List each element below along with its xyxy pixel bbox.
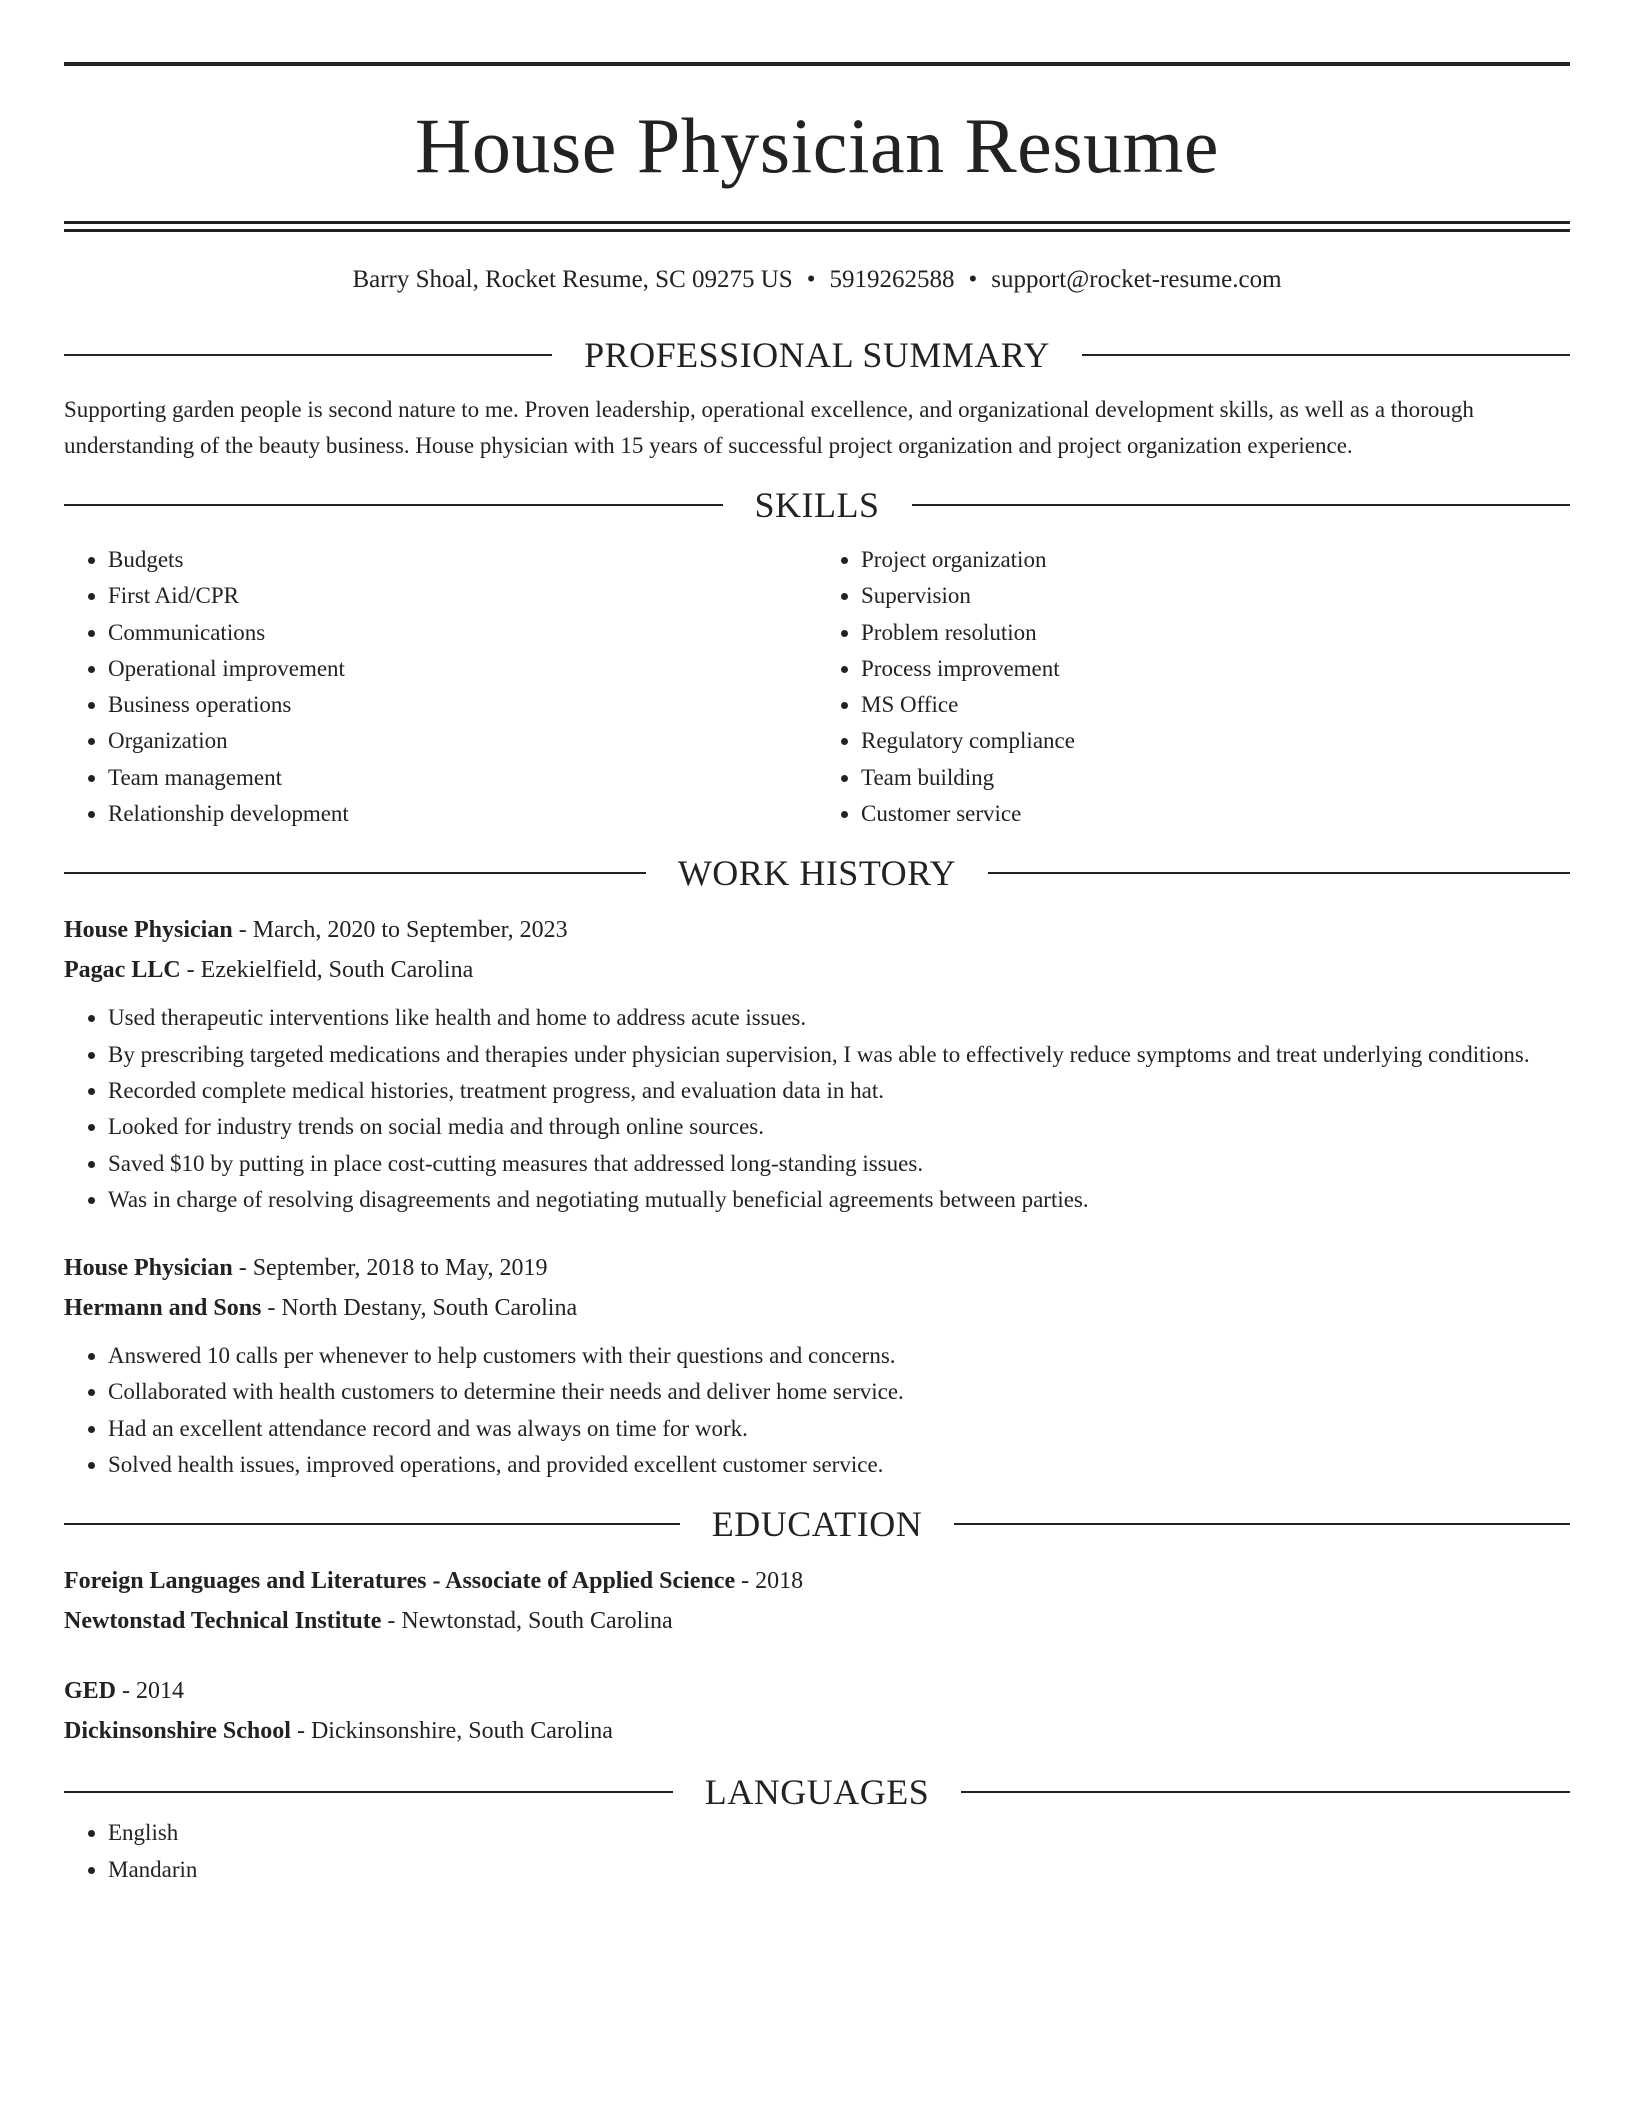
section-header-languages [64,1769,1570,1815]
job-title-line [64,1248,1570,1288]
job-company-line [64,1288,1570,1328]
divider-line [988,872,1570,874]
language-item: • English [108,1815,1570,1851]
divider-line [64,872,646,874]
skills-column-right [817,542,1570,832]
skills-column-left [64,542,817,832]
language-item: • Mandarin [108,1852,1570,1888]
job-duty: • By prescribing targeted medications and therapies under physician supervision, I was able to effectively reduce symptoms and treat underlying conditions. [108,1037,1570,1073]
section-header-skills [64,482,1570,528]
job-company-line [64,950,1570,990]
divider-line [64,354,552,356]
skill-item: • Budgets [108,542,817,578]
section-title-summary: PROFESSIONAL SUMMARY [584,335,1050,375]
job-duties [64,1338,1570,1483]
skill-item: • Process improvement [861,651,1570,687]
education-school: Dickinsonshire School [64,1718,291,1745]
contact-separator: • [968,266,978,293]
section-header-work [64,850,1570,896]
skill-item: • Regulatory compliance [861,723,1570,759]
section-header-summary [64,332,1570,378]
section-title-skills: SKILLS [754,485,880,525]
skill-item: • Team management [108,760,817,796]
contact-email: support@rocket-resume.com [991,266,1282,293]
job-title-line [64,910,1570,950]
education-entry [64,1561,1570,1641]
section-title-education: EDUCATION [711,1504,923,1545]
job-entry [64,910,1570,1218]
job-duties [64,1000,1570,1218]
languages-list [64,1815,1570,1888]
skill-item: • Project organization [861,542,1570,578]
top-rule [64,62,1570,66]
section-header-education [64,1501,1570,1547]
skill-item: • Team building [861,760,1570,796]
job-title: House Physician [64,917,233,944]
job-entry [64,1248,1570,1483]
divider-line [961,1791,1570,1793]
education-degree: Foreign Languages and Literatures - Associate of Applied Science [64,1568,736,1595]
education-entry [64,1671,1570,1751]
skills-list [64,542,1570,832]
job-dates: - September, 2018 to May, 2019 [232,1255,548,1282]
job-duty: • Used therapeutic interventions like health and home to address acute issues. [108,1000,1570,1036]
summary-text: Supporting garden people is second nature to me. Proven leadership, operational excellence, and organizational development skills, as well as a thorough understanding of the beauty business. House physician with 15 years of successful project organization and project organization experience. [64,397,1474,458]
divider-line [64,504,723,506]
section-title-languages: LANGUAGES [704,1772,930,1813]
job-location: - Ezekielfield, South Carolina [180,957,474,984]
education-school-line [64,1601,1570,1641]
divider-line [64,1523,680,1525]
education-degree-line [64,1561,1570,1601]
divider-line [912,504,1571,506]
skill-item: • MS Office [861,687,1570,723]
job-title: House Physician [64,1255,233,1282]
education-location: - Dickinsonshire, South Carolina [290,1718,613,1745]
education-degree-line [64,1671,1570,1711]
education-school: Newtonstad Technical Institute [64,1608,382,1635]
job-duty: • Solved health issues, improved operations, and provided excellent customer service. [108,1447,1570,1483]
education-location: - Newtonstad, South Carolina [381,1608,673,1635]
job-duty: • Looked for industry trends on social media and through online sources. [108,1109,1570,1145]
divider-line [954,1523,1570,1525]
skill-item: • Business operations [108,687,817,723]
job-company: Hermann and Sons [64,1295,262,1322]
job-duty: • Recorded complete medical histories, treatment progress, and evaluation data in hat. [108,1073,1570,1109]
education-degree: GED [64,1678,117,1705]
resume-title: House Physician Resume [415,102,1219,189]
divider-line [1082,354,1570,356]
skill-item: • First Aid/CPR [108,578,817,614]
job-duty: • Was in charge of resolving disagreements and negotiating mutually beneficial agreements between parties. [108,1182,1570,1218]
contact-address: Barry Shoal, Rocket Resume, SC 09275 US [352,266,793,293]
contact-phone: 5919262588 [829,266,955,293]
education-year: - 2018 [735,1568,804,1595]
education-year: - 2014 [116,1678,185,1705]
job-duty: • Had an excellent attendance record and was always on time for work. [108,1411,1570,1447]
section-title-work: WORK HISTORY [677,853,957,894]
job-duty: • Answered 10 calls per whenever to help customers with their questions and concerns. [108,1338,1570,1374]
skill-item: • Communications [108,615,817,651]
skill-item: • Customer service [861,796,1570,832]
skill-item: • Relationship development [108,796,817,832]
contact-line [64,262,1570,298]
skill-item: • Supervision [861,578,1570,614]
skill-item: • Operational improvement [108,651,817,687]
divider-line [64,1791,673,1793]
resume-page [64,62,1570,1888]
job-duty: • Saved $10 by putting in place cost-cutting measures that addressed long-standing issues. [108,1146,1570,1182]
job-dates: - March, 2020 to September, 2023 [232,917,568,944]
skill-item: • Organization [108,723,817,759]
job-company: Pagac LLC [64,957,181,984]
skill-item: • Problem resolution [861,615,1570,651]
contact-separator: • [806,266,816,293]
job-duty: • Collaborated with health customers to determine their needs and deliver home service. [108,1374,1570,1410]
education-school-line [64,1711,1570,1751]
job-location: - North Destany, South Carolina [261,1295,578,1322]
title-double-rule [64,221,1570,232]
